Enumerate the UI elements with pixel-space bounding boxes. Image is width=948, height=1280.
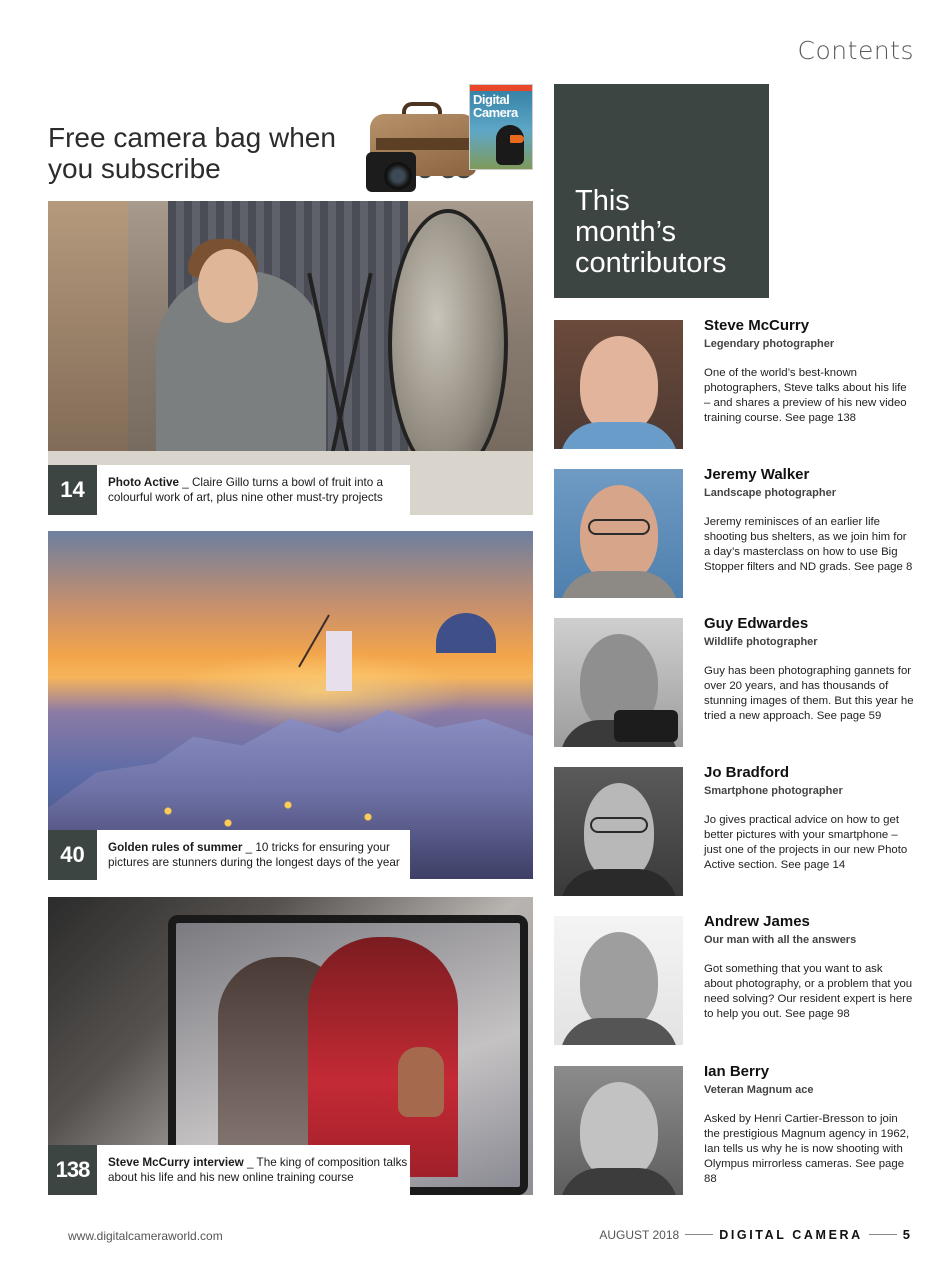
contributors-title: This month’s contributors [575,185,727,279]
contributor-portrait [554,1066,683,1195]
contributor-bio: Asked by Henri Cartier-Bresson to join the prestigious Magnum agency in 1962, Ian tells us why he is now shooting with Olympus mirrorless cameras. See page 88 [704,1113,910,1185]
feature-caption-mccurry-interview[interactable] [48,1145,410,1195]
feature-caption-photo-active[interactable] [48,465,410,515]
divider [869,1234,897,1235]
contributor-guy-edwardes[interactable] [554,615,914,748]
promo-text: Free camera bag when you subscribe [48,122,336,184]
feature-description: _ The king of composition talks about his life and his new online training course [108,1156,408,1184]
feature-text [97,1155,410,1185]
feature-title: Golden rules of summer [108,841,243,854]
feature-title: Photo Active [108,476,179,489]
issue-date: AUGUST 2018 [599,1227,680,1242]
footer-folio [599,1227,910,1242]
contributor-name: Guy Edwardes [704,615,809,632]
contributor-bio: Jeremy reminisces of an earlier life shooting bus shelters, as we join him for a day’s masterclass on how to use Big Stopper filters and ND grads. See page 8 [704,516,913,573]
contributor-jo-bradford[interactable] [554,764,914,897]
cover-title: Digital Camera [473,92,518,120]
magazine-brand: DIGITAL CAMERA [719,1227,863,1242]
contributor-name: Jo Bradford [704,764,790,781]
contributor-jeremy-walker[interactable] [554,466,914,599]
feature-description: _ Claire Gillo turns a bowl of fruit into a colourful work of art, plus nine other must-try projects [108,476,383,504]
contributor-portrait [554,767,683,896]
magazine-cover-image [469,84,533,170]
feature-caption-golden-rules[interactable] [48,830,410,880]
contributor-portrait [554,320,683,449]
contributor-portrait [554,469,683,598]
contributor-bio: One of the world’s best-known photographers, Steve talks about his life – and shares a preview of his new video training course. See page 138 [704,367,907,424]
feature-page-number: 138 [48,1145,97,1195]
contributor-role: Landscape photographer [704,487,837,499]
contributor-bio: Got something that you want to ask about photography, or a problem that you need solving? Our resident expert is here to help you out. See page 98 [704,963,913,1020]
contributor-role: Smartphone photographer [704,785,843,797]
contributors-header [554,84,769,298]
footer-website-link[interactable]: www.digitalcameraworld.com [68,1229,223,1243]
contributor-portrait [554,916,683,1045]
feature-title: Steve McCurry interview [108,1156,244,1169]
contributor-andrew-james[interactable] [554,913,914,1046]
contributor-name: Jeremy Walker [704,466,810,483]
divider [685,1234,713,1235]
contributor-role: Legendary photographer [704,338,835,350]
feature-page-number: 14 [48,465,97,515]
contributor-steve-mccurry[interactable] [554,317,914,450]
contributor-name: Andrew James [704,913,810,930]
contributor-name: Steve McCurry [704,317,810,334]
feature-description: _ 10 tricks for ensuring your pictures are stunners during the longest days of the year [108,841,400,869]
contributor-portrait [554,618,683,747]
contributor-name: Ian Berry [704,1063,770,1080]
contributor-bio: Guy has been photographing gannets for over 20 years, and has thousands of stunning images of them. But this year he tried a new approach. See page 59 [704,665,914,722]
feature-page-number: 40 [48,830,97,880]
contributor-role: Veteran Magnum ace [704,1084,814,1096]
camera-bag-image [366,100,476,196]
section-title: Contents [797,36,914,65]
feature-text [97,475,410,505]
contributor-bio: Jo gives practical advice on how to get better pictures with your smartphone – just one of the projects in our new Photo Active section. See page 14 [704,814,908,871]
contributor-ian-berry[interactable] [554,1063,914,1196]
page-number: 5 [902,1227,910,1242]
contributor-role: Wildlife photographer [704,636,818,648]
feature-photo-golden-rules[interactable] [48,531,533,879]
contributor-role: Our man with all the answers [704,934,857,946]
feature-text [97,840,410,870]
